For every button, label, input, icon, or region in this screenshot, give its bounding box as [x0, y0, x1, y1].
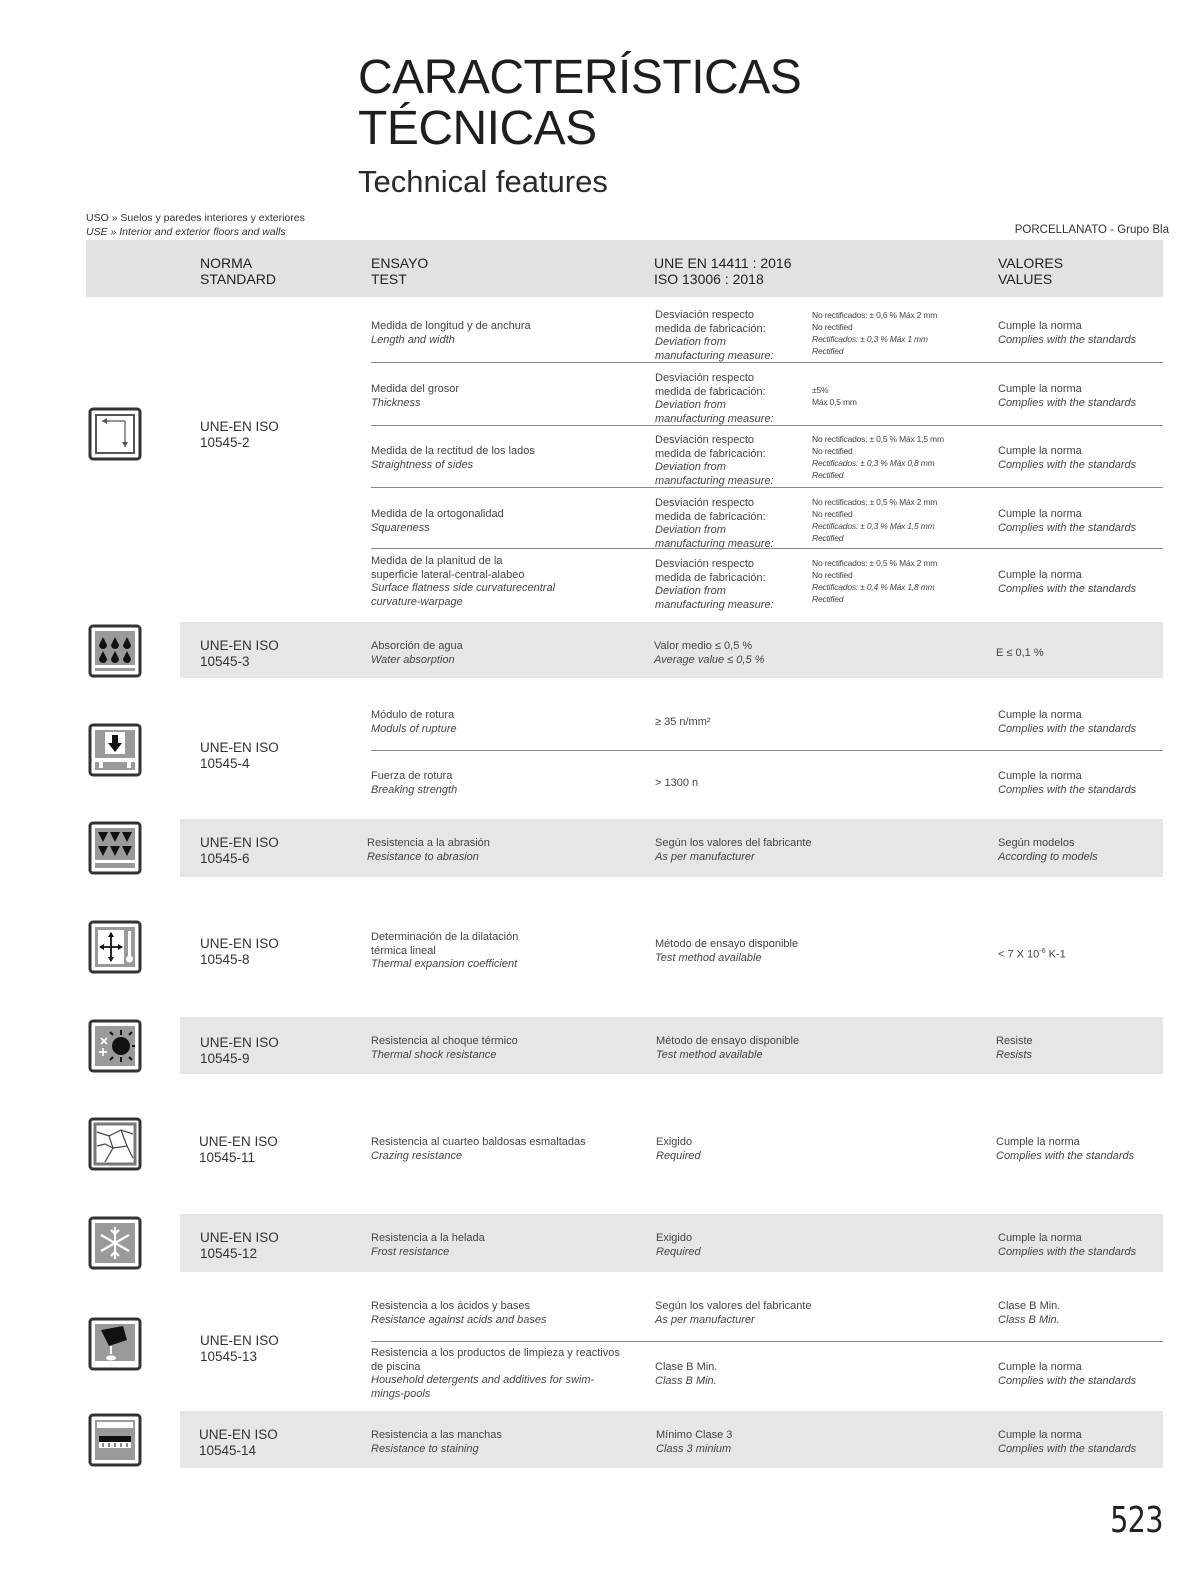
standard-10545-8 [200, 936, 279, 968]
deviation-text [655, 372, 774, 426]
water-drops-icon [87, 623, 143, 679]
une-text: ≥ 35 n/mm² [655, 716, 711, 728]
value-text [998, 508, 1136, 535]
test-modulus-rupture [371, 709, 457, 736]
test-en: Resistance to staining [371, 1442, 479, 1455]
tolerance-line: No rectificados: ± 0,5 % Máx 2 mm [812, 558, 938, 568]
tolerance-text [812, 557, 937, 605]
standard-10545-9 [200, 1035, 279, 1067]
usage-en: USE » Interior and exterior floors and walls [86, 226, 286, 238]
standard-code: 10545-6 [200, 851, 250, 866]
value-es: Clase B Min. [998, 1300, 1061, 1312]
value-es: Cumple la norma [996, 1136, 1080, 1148]
value-text [998, 445, 1136, 472]
deviation-line: medida de fabricación: [655, 510, 766, 523]
staining-icon [87, 1412, 143, 1468]
test-straightness [371, 445, 535, 472]
une-text [656, 1136, 701, 1163]
standard-code: 10545-9 [200, 1051, 250, 1066]
une-es: Valor medio ≤ 0,5 % [654, 640, 753, 652]
test-flatness [371, 555, 555, 609]
value-en: Complies with the standards [998, 1442, 1137, 1455]
value-es: Cumple la norma [998, 1232, 1082, 1244]
test-es: Medida de longitud y de anchura [371, 320, 531, 332]
value-es: Cumple la norma [998, 508, 1082, 520]
breaking-load-icon [87, 722, 143, 778]
brand-label: PORCELLANATO - Grupo Bla [1014, 224, 1169, 236]
test-abrasion [367, 837, 490, 864]
tolerance-line: No rectificados: ± 0,5 % Máx 2 mm [812, 497, 938, 507]
test-es: Módulo de rotura [371, 709, 455, 721]
test-crazing [371, 1136, 586, 1163]
tolerance-line: Rectified [812, 346, 844, 356]
value-es: Cumple la norma [998, 445, 1082, 457]
deviation-line: medida de fabricación: [655, 571, 766, 584]
value-en: Complies with the standards [998, 1245, 1137, 1258]
deviation-line: Desviación respecto [655, 558, 755, 570]
standard-line: UNE-EN ISO [200, 835, 279, 850]
crazing-icon [87, 1116, 143, 1172]
test-en: Resistance against acids and bases [371, 1313, 547, 1326]
test-detergents [371, 1347, 620, 1401]
standard-code: 10545-3 [200, 654, 250, 669]
standard-line: UNE-EN ISO [200, 638, 279, 653]
value-es: Cumple la norma [998, 1361, 1082, 1373]
une-text [655, 1361, 717, 1388]
test-thermal-expansion [371, 931, 518, 972]
value-text [996, 1136, 1134, 1163]
tolerance-line: Rectified [812, 470, 844, 480]
usage-es: USO » Suelos y paredes interiores y exteriores [86, 212, 305, 224]
une-text [655, 938, 798, 965]
standard-10545-14 [199, 1427, 278, 1459]
test-frost [371, 1232, 485, 1259]
une-en: Test method available [655, 951, 762, 964]
test-en: Thermal shock resistance [371, 1048, 497, 1061]
standard-10545-2 [200, 419, 279, 451]
une-en: Average value ≤ 0,5 % [654, 653, 765, 666]
standard-code: 10545-11 [199, 1150, 256, 1165]
standard-10545-12 [200, 1230, 279, 1262]
value-text [998, 1300, 1060, 1327]
value-en: Complies with the standards [998, 458, 1137, 471]
test-es: Resistencia a los ácidos y bases [371, 1300, 530, 1312]
value-en: Complies with the standards [998, 333, 1137, 346]
row-divider [371, 362, 1163, 363]
test-es: Medida del grosor [371, 383, 460, 395]
une-en: As per manufacturer [655, 1313, 755, 1326]
tolerance-line: Rectificados: ± 0,3 % Máx 0,8 mm [812, 458, 935, 468]
thermal-shock-icon [87, 1018, 143, 1074]
row-divider [371, 1341, 1163, 1342]
une-es: Clase B Min. [655, 1361, 718, 1373]
une-text [656, 1429, 732, 1456]
deviation-line: Deviation from [655, 399, 726, 411]
test-es: Medida de la planitud de la [371, 555, 503, 567]
header-ensayo [371, 255, 428, 287]
value-es: Cumple la norma [998, 1429, 1082, 1441]
dimension-square-icon [87, 406, 143, 462]
value-es: Cumple la norma [998, 709, 1082, 721]
tolerance-line: Rectificados: ± 0,3 % Máx 1 mm [812, 334, 928, 344]
row-divider [371, 487, 1163, 488]
deviation-line: Desviación respecto [655, 372, 755, 384]
une-en: Test method available [656, 1048, 763, 1061]
value-unit: K-1 [1045, 948, 1066, 961]
test-en: Squareness [371, 521, 430, 534]
une-en: Required [656, 1245, 701, 1258]
snowflake-icon [87, 1215, 143, 1271]
une-es: Exigido [656, 1232, 693, 1244]
test-en: Thermal expansion coefficient [371, 958, 518, 970]
test-squareness [371, 508, 504, 535]
value-en: Complies with the standards [998, 783, 1137, 796]
thermal-expansion-icon [87, 919, 143, 975]
deviation-line: manufacturing measure: [655, 598, 774, 611]
page-title-line-1: CARACTERÍSTICAS [358, 51, 802, 104]
value-en: Complies with the standards [998, 521, 1137, 534]
standard-line: UNE-EN ISO [200, 1035, 279, 1050]
standard-10545-13 [200, 1333, 279, 1365]
tolerance-line: Rectified [812, 594, 844, 604]
value-es: Cumple la norma [998, 770, 1082, 782]
test-en: Breaking strength [371, 783, 458, 796]
standard-line: UNE-EN ISO [199, 1427, 278, 1442]
value-en: Complies with the standards [998, 582, 1137, 595]
test-es: Medida de la ortogonalidad [371, 508, 504, 520]
test-es: Resistencia a los productos de limpieza y reactivos [371, 1347, 620, 1359]
header-valores-es: VALORES [998, 255, 1064, 271]
value-text [998, 709, 1136, 736]
value-text [998, 383, 1136, 410]
value-en: Complies with the standards [996, 1149, 1135, 1162]
standard-10545-3 [200, 638, 279, 670]
value-text [998, 1232, 1136, 1259]
test-thickness [371, 383, 459, 410]
test-thermal-shock [371, 1035, 518, 1062]
une-es: Según los valores del fabricante [655, 837, 812, 849]
test-es: de piscina [371, 1360, 421, 1373]
tolerance-line: Rectificados: ± 0,3 % Máx 1,5 mm [812, 521, 935, 531]
une-es: Mínimo Clase 3 [656, 1429, 733, 1441]
value-text [998, 569, 1136, 596]
une-text [656, 1035, 799, 1062]
tolerance-line: No rectified [812, 570, 853, 580]
une-text [655, 1300, 812, 1327]
page-title-line-2: TÉCNICAS [358, 102, 597, 155]
deviation-line: manufacturing measure: [655, 412, 774, 425]
value-text [998, 945, 1066, 962]
value-en: Complies with the standards [998, 396, 1137, 409]
value-text [998, 1429, 1136, 1456]
une-es: Exigido [656, 1136, 693, 1148]
test-en: Thickness [371, 396, 421, 409]
une-es: Método de ensayo disponible [656, 1035, 800, 1047]
header-valores-en: VALUES [998, 271, 1053, 287]
value-en: Resists [996, 1048, 1033, 1061]
value-text [998, 837, 1098, 864]
value-en: Complies with the standards [998, 722, 1137, 735]
une-es: Según los valores del fabricante [655, 1300, 812, 1312]
test-en: Water absorption [371, 653, 455, 666]
page-number: 523 [1110, 1500, 1163, 1541]
test-es: Determinación de la dilatación [371, 931, 519, 943]
test-staining [371, 1429, 502, 1456]
tolerance-line: Rectified [812, 533, 844, 543]
deviation-line: Deviation from [655, 585, 726, 597]
header-ensayo-en: TEST [371, 271, 407, 287]
value-exponent: -6 [1039, 948, 1046, 955]
standard-code: 10545-2 [200, 435, 250, 450]
standard-10545-11 [199, 1134, 278, 1166]
value-es: Cumple la norma [998, 383, 1082, 395]
standard-line: UNE-EN ISO [200, 1333, 279, 1348]
une-text [656, 1232, 701, 1259]
deviation-text [655, 497, 774, 551]
test-water-absorption [371, 640, 463, 667]
tolerance-text [812, 384, 857, 408]
tolerance-line: No rectificados: ± 0,5 % Máx 1,5 mm [812, 434, 944, 444]
deviation-line: medida de fabricación: [655, 385, 766, 398]
test-en: Crazing resistance [371, 1149, 463, 1162]
value-base: < 7 X 10 [998, 948, 1040, 961]
tolerance-line: No rectified [812, 446, 853, 456]
value-text [998, 320, 1136, 347]
test-es: Fuerza de rotura [371, 770, 453, 782]
une-es: Método de ensayo disponible [655, 938, 799, 950]
deviation-line: manufacturing measure: [655, 349, 774, 362]
row-divider [371, 548, 1163, 549]
value-es: Resiste [996, 1035, 1033, 1047]
standard-code: 10545-13 [200, 1349, 258, 1364]
standard-line: UNE-EN ISO [200, 740, 279, 755]
tolerance-text [812, 496, 937, 544]
standard-line: UNE-EN ISO [200, 419, 279, 434]
test-es: Absorción de agua [371, 640, 463, 652]
deviation-text [655, 558, 774, 612]
deviation-line: Desviación respecto [655, 309, 755, 321]
test-es: Medida de la rectitud de los lados [371, 445, 535, 457]
deviation-line: Desviación respecto [655, 434, 755, 446]
value-text [996, 1035, 1033, 1062]
header-norma-en: STANDARD [200, 271, 276, 287]
deviation-line: Deviation from [655, 336, 726, 348]
value-en: Complies with the standards [998, 1374, 1137, 1387]
tolerance-text [812, 309, 937, 357]
test-es: Resistencia al cuarteo baldosas esmaltadas [371, 1136, 586, 1148]
value-en: Class B Min. [998, 1313, 1060, 1326]
deviation-line: Desviación respecto [655, 497, 755, 509]
deviation-line: manufacturing measure: [655, 474, 774, 487]
standard-10545-6 [200, 835, 279, 867]
tolerance-text [812, 433, 944, 481]
deviation-line: medida de fabricación: [655, 447, 766, 460]
standard-10545-4 [200, 740, 279, 772]
test-es: superficie lateral-central-alabeo [371, 568, 525, 581]
test-en: Surface flatness side curvaturecentral [371, 582, 556, 594]
standard-code: 10545-12 [200, 1246, 258, 1261]
standard-line: UNE-EN ISO [200, 1230, 279, 1245]
header-une [654, 255, 792, 287]
tolerance-line: Máx 0,5 mm [812, 397, 857, 407]
standard-code: 10545-4 [200, 756, 250, 771]
header-norma-es: NORMA [200, 255, 253, 271]
test-en: Moduls of rupture [371, 722, 457, 735]
test-es: Resistencia a la helada [371, 1232, 485, 1244]
header-valores [998, 255, 1063, 287]
header-norma [200, 255, 276, 287]
standard-code: 10545-14 [199, 1443, 257, 1458]
tolerance-line: ±5% [812, 385, 829, 395]
une-en: As per manufacturer [655, 850, 755, 863]
test-length-width [371, 320, 531, 347]
test-es: Resistencia al choque térmico [371, 1035, 518, 1047]
header-une-line2: ISO 13006 : 2018 [654, 271, 764, 287]
standard-code: 10545-8 [200, 952, 250, 967]
test-en: Frost resistance [371, 1245, 450, 1258]
value-text [998, 1361, 1136, 1388]
une-text [655, 837, 812, 864]
test-en: Household detergents and additives for swim- [371, 1374, 595, 1386]
une-en: Class 3 minium [656, 1442, 732, 1455]
standard-line: UNE-EN ISO [200, 936, 279, 951]
test-es: térmica lineal [371, 944, 436, 957]
tolerance-line: No rectified [812, 509, 853, 519]
test-breaking-strength [371, 770, 457, 797]
value-es: Cumple la norma [998, 320, 1082, 332]
page-subtitle: Technical features [358, 164, 608, 199]
chemical-pour-icon [87, 1316, 143, 1372]
abrasion-icon [87, 820, 143, 876]
header-une-line1: UNE EN 14411 : 2016 [654, 255, 792, 271]
test-en: Resistance to abrasion [367, 850, 479, 863]
test-es: Resistencia a las manchas [371, 1429, 502, 1441]
deviation-text [655, 309, 774, 363]
test-en: Straightness of sides [371, 458, 474, 471]
test-es: Resistencia a la abrasión [367, 837, 490, 849]
une-text: > 1300 n [655, 777, 699, 789]
standard-line: UNE-EN ISO [199, 1134, 278, 1149]
value-text [998, 770, 1136, 797]
row-divider [371, 425, 1163, 426]
une-en: Class B Min. [655, 1374, 717, 1387]
tolerance-line: No rectified [812, 322, 853, 332]
row-divider [371, 750, 1163, 751]
value-en: According to models [998, 850, 1098, 863]
test-en: mings-pools [371, 1387, 431, 1400]
une-en: Required [656, 1149, 701, 1162]
test-en: curvature-warpage [371, 595, 463, 608]
value-text: E ≤ 0,1 % [996, 647, 1044, 659]
deviation-line: Deviation from [655, 524, 726, 536]
value-es: Según modelos [998, 837, 1075, 849]
tolerance-line: No rectificados: ± 0,6 % Máx 2 mm [812, 310, 938, 320]
deviation-line: medida de fabricación: [655, 322, 766, 335]
value-es: Cumple la norma [998, 569, 1082, 581]
une-text [654, 640, 764, 667]
test-acids-bases [371, 1300, 547, 1327]
deviation-line: Deviation from [655, 461, 726, 473]
deviation-text [655, 434, 774, 488]
deviation-line: manufacturing measure: [655, 537, 774, 550]
tolerance-line: Rectificados: ± 0,4 % Máx 1,8 mm [812, 582, 935, 592]
header-ensayo-es: ENSAYO [371, 255, 429, 271]
test-en: Length and width [371, 333, 455, 346]
